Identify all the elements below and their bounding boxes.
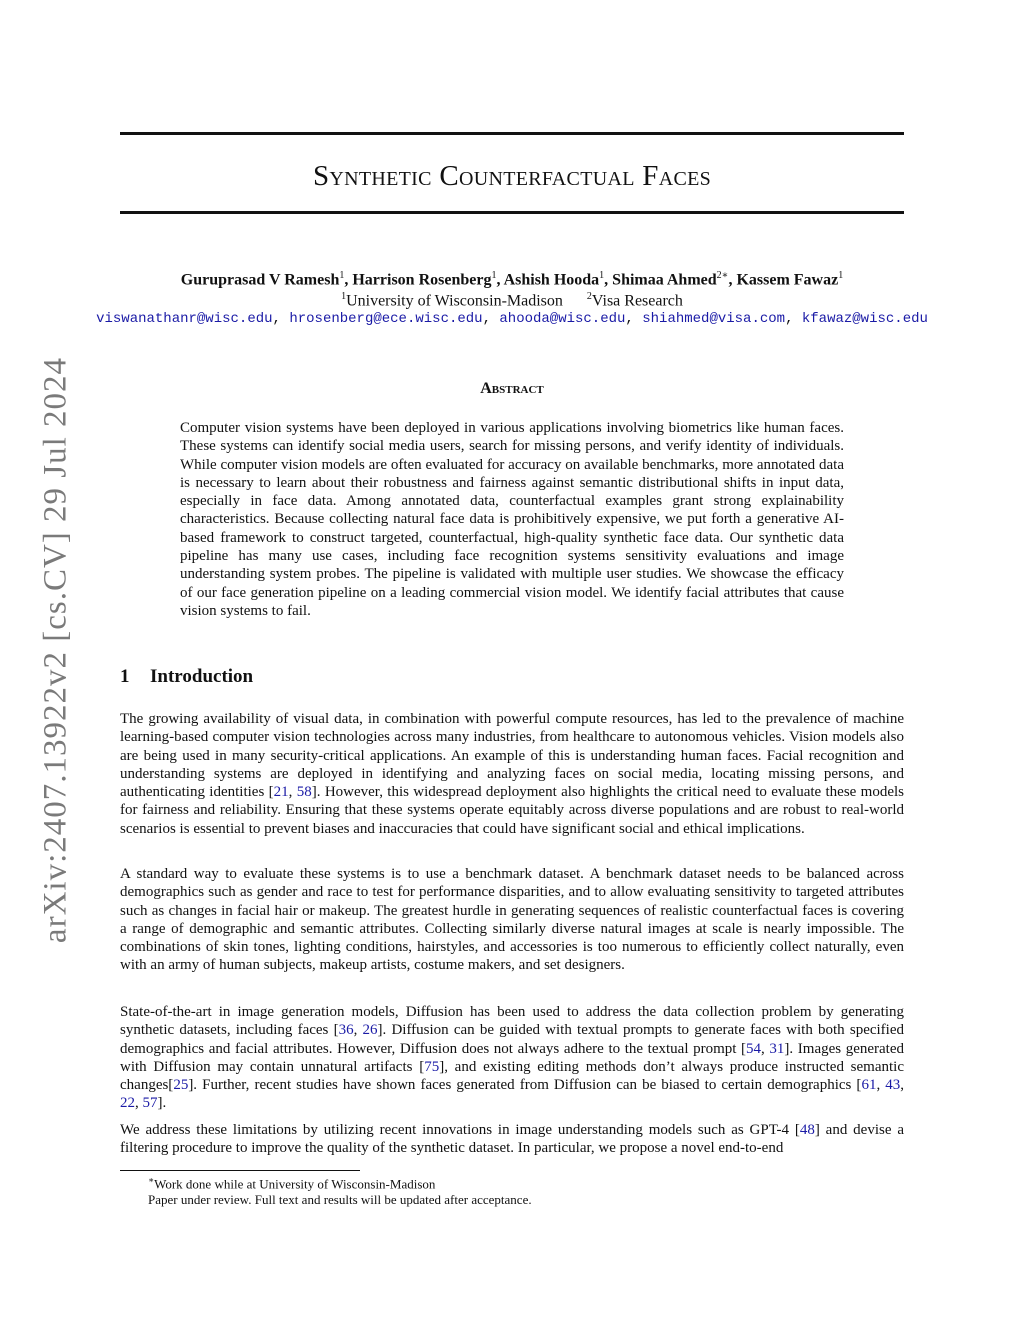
email-link[interactable]: kfawaz@wisc.edu [801, 311, 928, 327]
footnote [148, 1175, 435, 1192]
section-heading [120, 666, 253, 688]
footnote-text: Work done while at University of Wisconsin-Madison [154, 1176, 436, 1192]
citation-link[interactable]: 61 [861, 1077, 877, 1094]
affiliation-list [60, 291, 964, 310]
text-run: , [135, 1095, 143, 1112]
paper-title: Synthetic Counterfactual Faces [312, 160, 712, 192]
email-link[interactable]: ahooda@wisc.edu [499, 311, 626, 327]
footnote-rule [120, 1170, 360, 1171]
text-run: , [876, 1077, 886, 1094]
text-run: , [353, 1022, 363, 1039]
affiliation-mark: 2 [586, 291, 592, 302]
citation-link[interactable]: 31 [769, 1040, 785, 1057]
email-link[interactable]: viswanathanr@wisc.edu [96, 311, 273, 327]
affiliation-mark: 1 [341, 291, 347, 302]
abstract-text: Computer vision systems have been deployed in various applications involving biometrics like human faces. These systems can identify social media users, search for missing persons, and verify identity of individuals. While computer vision models are often evaluated for accuracy on available benchmarks, more annotated data is necessary to learn about their robustness and fairness against semantic distributional shifts in input data, especially in face data. Among annotated data, counterfactual examples grant strong explainability characteristics. Because collecting natural face data is prohibitively expensive, we put forth a generative AI-based framework to construct targeted, counterfactual, high-quality synthetic face data. Our synthetic data pipeline has many use cases, including face recognition systems sensitivity evaluations and image understanding system probes. The pipeline is validated with multiple user studies. We showcase the efficacy of our face generation pipeline on a leading commercial vision model. We identify facial attributes that cause vision systems to fail. [180, 420, 844, 619]
footnote-text: Paper under review. Full text and results will be updated after acceptance. [148, 1192, 532, 1207]
title-rule-top [120, 132, 904, 135]
title-rule-bottom [120, 211, 904, 214]
author-name: Ashish Hooda [503, 271, 600, 289]
author-list: Guruprasad V Ramesh$^1$, Harrison Rosenberg$^1$, Ashish Hooda$^1$, Shimaa Ahmed$^{2∗}$, Kassem Fawaz$^1$ [180, 270, 844, 289]
author-affiliation-mark: 2∗ [716, 270, 729, 281]
email-list: viswanathanr@wisc.edu, hrosenberg@ece.wisc.edu, ahooda@wisc.edu, shiahmed@visa.com, kfawaz@wisc.edu [96, 311, 928, 327]
footnote [148, 1192, 532, 1208]
text-run: ]. However, this widespread deployment also highlights the critical need to evaluate these models for fairness and reliability. Ensuring that these systems operate equitably across diverse populations and are robust to real-world scenarios is essential to prevent biases and inaccuracies that could have significant social and ethical implications. [120, 784, 904, 837]
intro-paragraph [120, 710, 904, 838]
intro-paragraph [120, 865, 904, 975]
text-run: ] and devise a filtering procedure to improve the quality of the synthetic dataset. In particular, we propose a novel end-to-end [120, 1122, 904, 1157]
citation-link[interactable]: 54 [746, 1040, 762, 1057]
email-link[interactable]: shiahmed@visa.com [642, 311, 786, 327]
text-run: , [761, 1040, 770, 1057]
text-run: We address these limitations by utilizing recent innovations in image understanding models such as GPT-4 [ [120, 1122, 800, 1138]
text-run: ]. Further, recent studies have shown faces generated from Diffusion can be biased to certain demographics [ [188, 1077, 862, 1094]
text-run: , [900, 1077, 904, 1094]
text-run: A standard way to evaluate these systems is to use a benchmark dataset. A benchmark dataset needs to be balanced across demographics such as gender and race to test for performance disparities, and to allow evaluating sensitivity to targeted attributes such as changes in facial hair or makeup. The greatest hurdle in generating sequences of realistic counterfactual faces is covering a range of demographic and semantic attributes. Collecting similarly diverse natural images at scale is nearly impossible. The combinations of skin tones, lighting conditions, hairstyles, and accessories is too numerous to efficiently collect naturally, even with an army of human subjects, makeup artists, costume makers, and set designers. [120, 866, 904, 974]
citation-link[interactable]: 43 [885, 1077, 901, 1094]
text-run: The growing availability of visual data, in combination with powerful compute resources, has led to the prevalence of machine learning-based computer vision technologies across many industries, from healthcare to autonomous vehicles. Vision models also are being used in many security-critical applications. An example of this is understanding human faces. Facial recognition and understanding systems are deployed in identifying and analyzing faces on social media, locating missing persons, and authenticating identities [ [120, 711, 904, 801]
section-number: 1 [120, 666, 130, 687]
section-title: Introduction [150, 666, 254, 687]
citation-link[interactable]: 21 [273, 784, 289, 801]
text-run: State-of-the-art in image generation models, Diffusion has been used to address the data collection problem by generating synthetic datasets, including faces [ [120, 1004, 904, 1039]
arxiv-identifier-stamp: arXiv:2407.13922v2 [cs.CV] 29 Jul 2024 [37, 356, 74, 944]
citation-link[interactable]: 26 [362, 1022, 378, 1039]
author-affiliation-mark: 1 [838, 270, 844, 281]
text-run: , [288, 784, 297, 801]
citation-link[interactable]: 48 [799, 1122, 815, 1138]
citation-link[interactable]: 58 [296, 784, 312, 801]
citation-link[interactable]: 75 [424, 1058, 440, 1075]
author-affiliation-mark: 1 [599, 270, 605, 281]
footnote-mark: ∗ [148, 1175, 155, 1185]
citation-link[interactable]: 25 [173, 1077, 189, 1094]
affiliation-name: Visa Research [591, 292, 683, 310]
intro-paragraph [120, 1121, 904, 1158]
author-name: Shimaa Ahmed [612, 271, 717, 289]
intro-paragraph [120, 1003, 904, 1113]
author-name: Harrison Rosenberg [352, 271, 492, 289]
abstract-heading: Abstract [480, 380, 544, 397]
affiliation-name: University of Wisconsin-Madison [346, 292, 563, 310]
author-affiliation-mark: 1 [339, 270, 345, 281]
email-link[interactable]: hrosenberg@ece.wisc.edu [289, 311, 483, 327]
text-run: ], and existing editing methods don’t always produce instructed semantic changes[ [120, 1058, 904, 1094]
author-name: Kassem Fawaz [736, 271, 839, 289]
text-run: ]. Diffusion can be guided with textual prompts to generate faces with both specified demographics and facial attributes. However, Diffusion does not always adhere to the textual prompt [ [120, 1022, 905, 1057]
text-run: ]. Images generated with Diffusion may contain unnatural artifacts [ [120, 1040, 905, 1075]
citation-link[interactable]: 57 [142, 1095, 158, 1112]
citation-link[interactable]: 36 [338, 1022, 354, 1039]
text-run: ]. [157, 1095, 167, 1112]
author-name: Guruprasad V Ramesh [180, 271, 340, 289]
author-affiliation-mark: 1 [491, 270, 497, 281]
citation-link[interactable]: 22 [120, 1095, 135, 1112]
